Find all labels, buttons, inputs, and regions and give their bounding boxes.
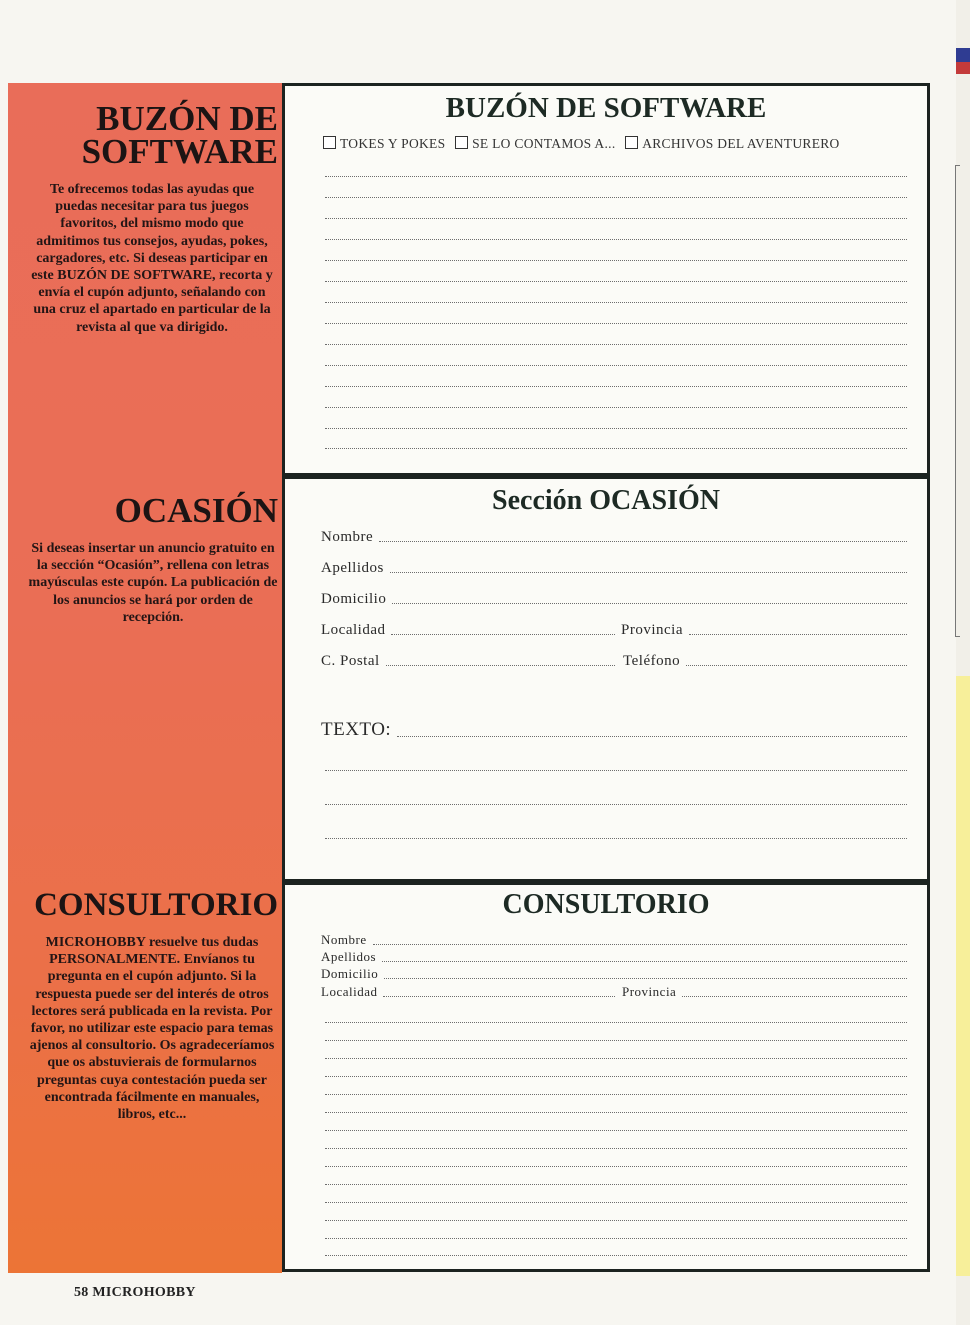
provincia-label: Provincia bbox=[621, 622, 683, 638]
consultorio-nombre-field[interactable] bbox=[321, 932, 907, 948]
apellidos-field[interactable] bbox=[321, 560, 907, 577]
write-line[interactable] bbox=[325, 386, 907, 387]
write-line[interactable] bbox=[325, 407, 907, 408]
question-line[interactable] bbox=[325, 1094, 907, 1095]
consultorio-provincia-label: Provincia bbox=[622, 984, 677, 999]
buzon-options bbox=[323, 136, 840, 152]
edge-bracket-line bbox=[955, 165, 960, 637]
texto-line[interactable] bbox=[325, 838, 907, 839]
red-info-panel bbox=[8, 83, 282, 1273]
localidad-label: Localidad bbox=[321, 622, 386, 638]
write-line[interactable] bbox=[325, 218, 907, 219]
write-line[interactable] bbox=[325, 428, 907, 429]
ocasion-side-title: OCASIÓN bbox=[114, 491, 278, 530]
nombre-label: Nombre bbox=[321, 529, 374, 545]
consultorio-apellidos-field[interactable] bbox=[321, 949, 907, 965]
option-label-contamos: SE LO CONTAMOS A... bbox=[472, 136, 616, 151]
localidad-field[interactable] bbox=[321, 622, 615, 639]
question-line[interactable] bbox=[325, 1076, 907, 1077]
consultorio-localidad-field[interactable] bbox=[321, 984, 615, 1000]
provincia-field[interactable] bbox=[621, 622, 907, 639]
magazine-name: MICROHOBBY bbox=[92, 1285, 196, 1300]
telefono-label: Teléfono bbox=[623, 653, 681, 669]
page-footer bbox=[74, 1285, 196, 1301]
texto-line[interactable] bbox=[325, 804, 907, 805]
consultorio-provincia-field[interactable] bbox=[622, 984, 907, 1000]
ocasion-side-text: Si deseas insertar un anuncio gratuito en la sección “Ocasión”, rellena con letras mayúsculas este cupón. La publicación de los anuncios se hará por orden de recepción. bbox=[28, 541, 278, 625]
consultorio-side-title: CONSULTORIO bbox=[34, 887, 278, 923]
question-line[interactable] bbox=[325, 1148, 907, 1149]
apellidos-label: Apellidos bbox=[321, 560, 384, 576]
question-line[interactable] bbox=[325, 1166, 907, 1167]
buzon-side-title-1: BUZÓN DE bbox=[96, 99, 278, 138]
write-line[interactable] bbox=[325, 239, 907, 240]
telefono-field[interactable] bbox=[623, 653, 907, 670]
consultorio-coupon bbox=[282, 882, 930, 1272]
buzon-info bbox=[28, 101, 282, 336]
write-line[interactable] bbox=[325, 323, 907, 324]
cpostal-label: C. Postal bbox=[321, 653, 380, 669]
buzon-side-title-2: SOFTWARE bbox=[81, 132, 278, 171]
write-line[interactable] bbox=[325, 344, 907, 345]
ocasion-coupon bbox=[282, 476, 930, 882]
question-line[interactable] bbox=[325, 1040, 907, 1041]
question-line[interactable] bbox=[325, 1220, 907, 1221]
question-line[interactable] bbox=[325, 1022, 907, 1023]
texto-line[interactable] bbox=[325, 770, 907, 771]
buzon-form-title: BUZÓN DE SOFTWARE bbox=[445, 92, 767, 124]
domicilio-label: Domicilio bbox=[321, 591, 387, 607]
question-line[interactable] bbox=[325, 1184, 907, 1185]
write-line[interactable] bbox=[325, 365, 907, 366]
question-line[interactable] bbox=[325, 1255, 907, 1256]
question-line[interactable] bbox=[325, 1112, 907, 1113]
option-checkbox-contamos[interactable] bbox=[455, 136, 468, 149]
question-line[interactable] bbox=[325, 1202, 907, 1203]
edge-color-tab-blue bbox=[956, 48, 970, 62]
consultorio-nombre-label: Nombre bbox=[321, 932, 367, 947]
write-line[interactable] bbox=[325, 281, 907, 282]
edge-color-tab-red bbox=[956, 62, 970, 74]
question-line[interactable] bbox=[325, 1058, 907, 1059]
buzon-side-text: Te ofrecemos todas las ayudas que puedas necesitar para tus juegos favoritos, del mismo modo que admitimos tus consejos, ayudas, pokes, cargadores, etc. Si deseas participar en este BUZÓN DE SOFTWARE, recorta y envía el cupón adjunto, señalando con una cruz el apartado en particular de la revista al que va dirigido. bbox=[31, 182, 273, 335]
ocasion-form-title bbox=[285, 487, 927, 515]
domicilio-field[interactable] bbox=[321, 591, 907, 608]
option-label-archivos: ARCHIVOS DEL AVENTURERO bbox=[642, 136, 840, 151]
write-line[interactable] bbox=[325, 448, 907, 449]
option-label-tokes: TOKES Y POKES bbox=[340, 136, 446, 151]
consultorio-form-title: CONSULTORIO bbox=[502, 889, 710, 920]
consultorio-apellidos-label: Apellidos bbox=[321, 949, 377, 964]
consultorio-domicilio-field[interactable] bbox=[321, 966, 907, 982]
edge-color-strip-yellow bbox=[956, 676, 970, 1276]
page-number: 58 bbox=[74, 1285, 89, 1300]
consultorio-side-text: MICROHOBBY resuelve tus dudas PERSONALMENTE. Envíanos tu pregunta en el cupón adjunto. Si la respuesta puede ser del interés de otros lectores será publicada en la revista. Por favor, no utilizar este espacio para temas ajenos al consultorio. Os agradeceríamos que os abstuvierais de formularnos preguntas cuya contestación pueda ser encontrada fácilmente en manuales, libros, etc... bbox=[29, 935, 275, 1123]
question-line[interactable] bbox=[325, 1130, 907, 1131]
question-line[interactable] bbox=[325, 1238, 907, 1239]
write-line[interactable] bbox=[325, 197, 907, 198]
ocasion-title-prefix: Sección bbox=[492, 485, 583, 516]
buzon-coupon bbox=[282, 83, 930, 476]
nombre-field[interactable] bbox=[321, 529, 907, 546]
option-checkbox-archivos[interactable] bbox=[625, 136, 638, 149]
write-line[interactable] bbox=[325, 176, 907, 177]
ocasion-title-main: OCASIÓN bbox=[589, 485, 720, 516]
write-line[interactable] bbox=[325, 302, 907, 303]
ocasion-info bbox=[28, 493, 282, 626]
option-checkbox-tokes[interactable] bbox=[323, 136, 336, 149]
consultorio-info bbox=[16, 889, 282, 1123]
cpostal-field[interactable] bbox=[321, 653, 615, 670]
consultorio-domicilio-label: Domicilio bbox=[321, 966, 379, 981]
write-line[interactable] bbox=[325, 260, 907, 261]
consultorio-localidad-label: Localidad bbox=[321, 984, 378, 999]
texto-field[interactable] bbox=[321, 719, 907, 741]
texto-label: TEXTO: bbox=[321, 719, 392, 740]
